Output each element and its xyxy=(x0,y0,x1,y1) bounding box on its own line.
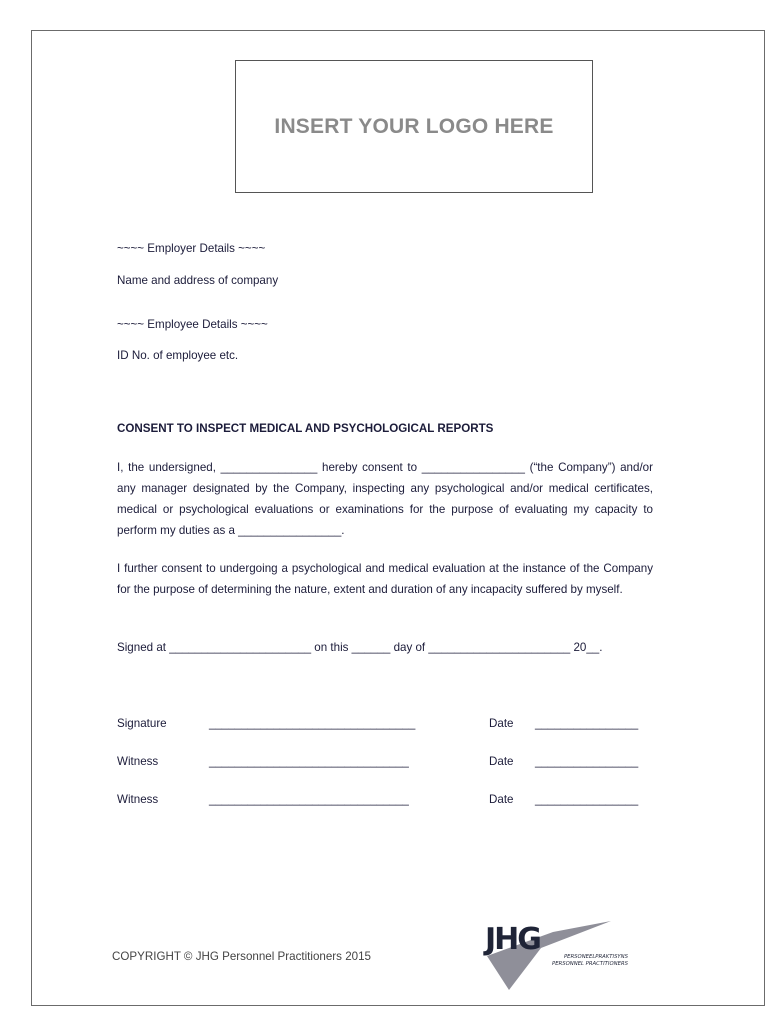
witness-blank: _______________________________ xyxy=(209,755,409,768)
signature-blank: ________________________________ xyxy=(209,717,416,730)
witness-blank: _______________________________ xyxy=(209,793,409,806)
jhg-logo-letters: JHG xyxy=(485,922,540,957)
document-title: CONSENT TO INSPECT MEDICAL AND PSYCHOLOGICAL REPORTS xyxy=(117,422,494,435)
employer-details-line: Name and address of company xyxy=(117,274,279,287)
witness-row-2 xyxy=(117,793,657,809)
witness-label: Witness xyxy=(117,755,159,768)
logo-placeholder-box xyxy=(235,60,593,193)
consent-paragraph-2: I further consent to undergoing a psychological and medical evaluation at the instance of the Company for the purpose of determining the nature, extent and duration of any incapacity suffered by myself. xyxy=(117,562,653,596)
jhg-logo-line-2: PERSONNEL PRACTITIONERS xyxy=(552,961,628,967)
employee-details-line: ID No. of employee etc. xyxy=(117,349,239,362)
date-label: Date xyxy=(489,717,514,730)
employer-details-heading: ~~~~ Employer Details ~~~~ xyxy=(117,242,266,255)
witness-label: Witness xyxy=(117,793,159,806)
consent-paragraph-1: I, the undersigned, _______________ hereby consent to ________________ (“the Company”) and/or any manager designated by the Company, inspecting any psychological and/or medical certificates, medical or psychological evaluations or examinations for the purpose of evaluating my capacity to perform my duties as a ________________. xyxy=(117,461,653,537)
signed-at-line: Signed at ______________________ on this ______ day of ______________________ 20__. xyxy=(117,641,603,654)
date-label: Date xyxy=(489,793,514,806)
jhg-logo-line-1: PERSONEELPRAKTISYNS xyxy=(563,954,628,960)
employee-details-heading: ~~~~ Employee Details ~~~~ xyxy=(117,318,268,331)
witness-row-1 xyxy=(117,755,657,771)
jhg-logo xyxy=(483,918,628,990)
signature-label: Signature xyxy=(117,717,167,730)
logo-placeholder-text: INSERT YOUR LOGO HERE xyxy=(274,114,554,138)
date-blank: ________________ xyxy=(535,793,639,806)
copyright-footer: COPYRIGHT © JHG Personnel Practitioners 2015 xyxy=(112,950,371,963)
date-label: Date xyxy=(489,755,514,768)
date-blank: ________________ xyxy=(535,717,639,730)
signature-row xyxy=(117,717,657,733)
date-blank: ________________ xyxy=(535,755,639,768)
